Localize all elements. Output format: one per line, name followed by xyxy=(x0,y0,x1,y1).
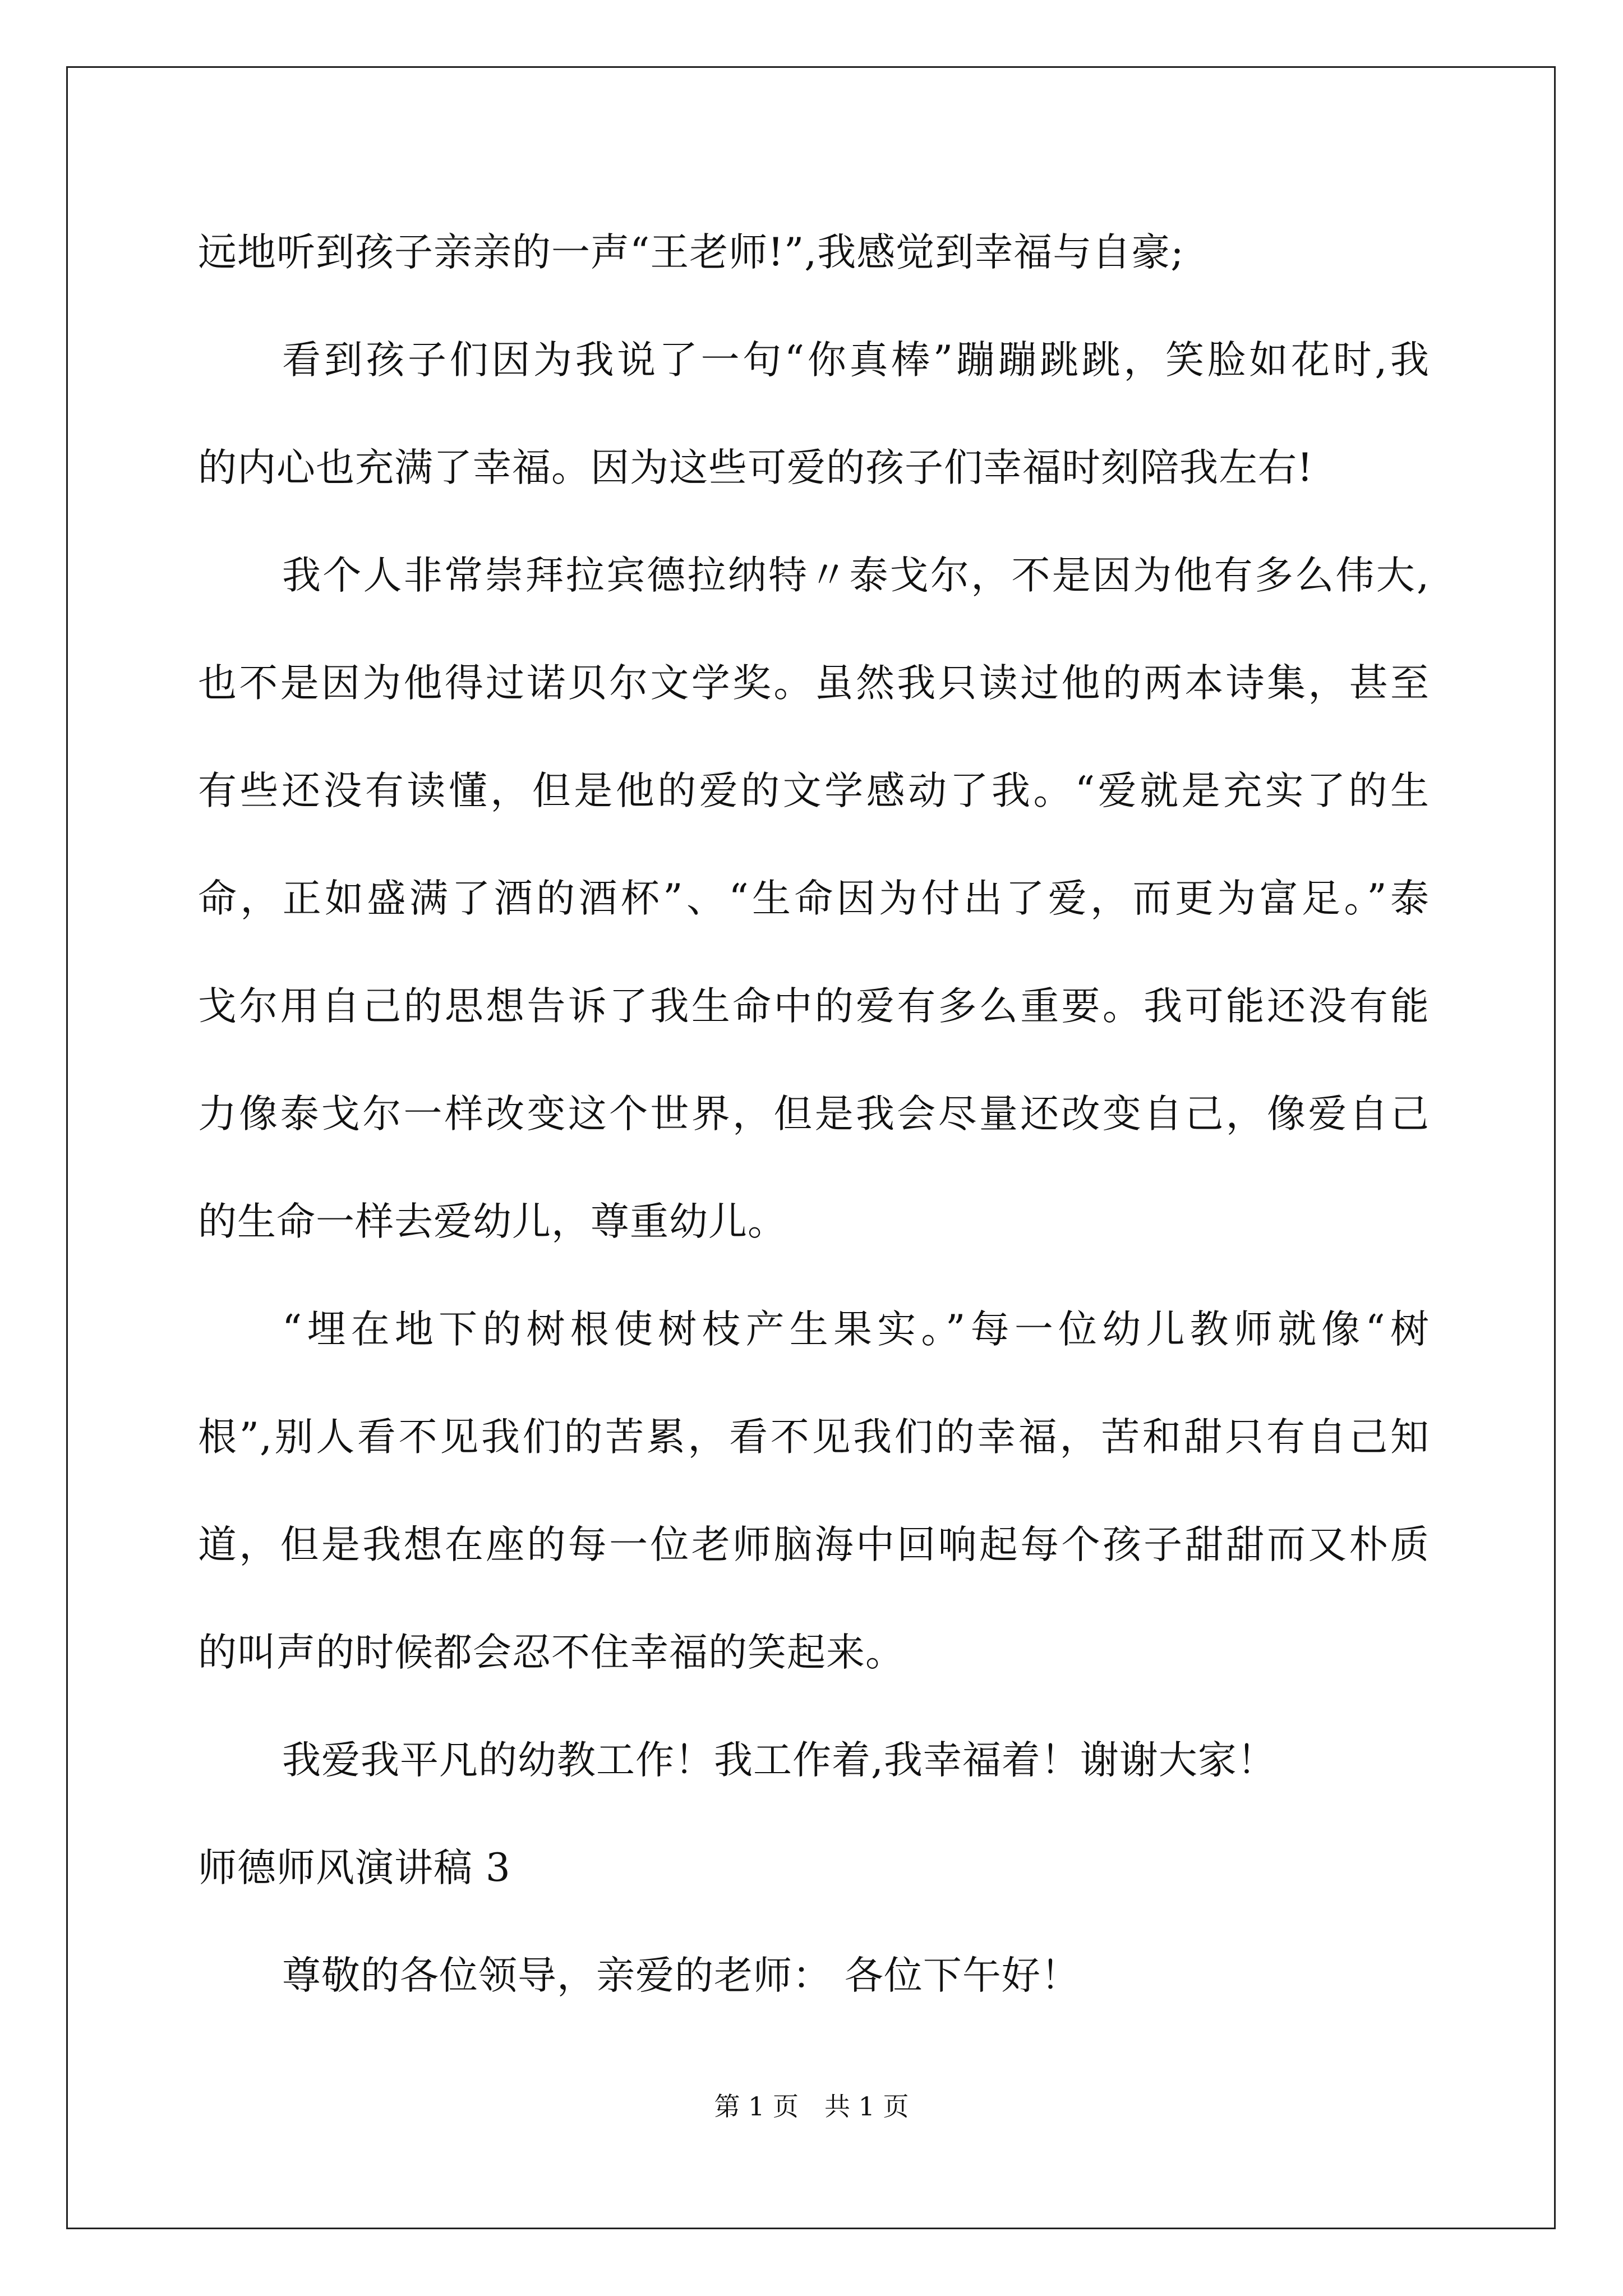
paragraph-line: 的叫声的时候都会忍不住幸福的笑起来。 xyxy=(198,1630,905,1675)
paragraph-line: 的内心也充满了幸福。因为这些可爱的孩子们幸福时刻陪我左右! xyxy=(198,445,1313,490)
paragraph-line: “埋在地下的树根使树枝产生果实。”每一位幼儿教师就像“树 xyxy=(282,1307,1430,1352)
paragraph-line: 戈尔用自己的思想告诉了我生命中的爱有多么重要。我可能还没有能 xyxy=(198,984,1430,1029)
paragraph-line: 也不是因为他得过诺贝尔文学奖。虽然我只读过他的两本诗集，甚至 xyxy=(198,661,1430,706)
document-body xyxy=(198,210,1430,2041)
paragraph-line: 我爱我平凡的幼教工作！我工作着,我幸福着！谢谢大家！ xyxy=(282,1738,1276,1783)
paragraph-line: 尊敬的各位领导，亲爱的老师： 各位下午好！ xyxy=(282,1953,1080,1998)
paragraph-line: 我个人非常崇拜拉宾德拉纳特〃泰戈尔，不是因为他有多么伟大, xyxy=(282,553,1430,598)
paragraph-line: 根”,别人看不见我们的苦累，看不见我们的幸福，苦和甜只有自己知 xyxy=(198,1415,1430,1460)
paragraph-line: 有些还没有读懂，但是他的爱的文学感动了我。“爱就是充实了的生 xyxy=(198,769,1430,813)
paragraph-line: 力像泰戈尔一样改变这个世界，但是我会尽量还改变自己，像爱自己 xyxy=(198,1092,1430,1137)
paragraph-line: 远地听到孩子亲亲的一声“王老师!”,我感觉到幸福与自豪; xyxy=(198,230,1184,275)
paragraph-line: 道，但是我想在座的每一位老师脑海中回响起每个孩子甜甜而又朴质 xyxy=(198,1522,1430,1567)
paragraph-line: 命，正如盛满了酒的酒杯”、“生命因为付出了爱，而更为富足。”泰 xyxy=(198,876,1430,921)
page-number-footer: 第 1 页 共 1 页 xyxy=(714,2091,909,2122)
section-heading: 师德师风演讲稿 3 xyxy=(198,1846,511,1890)
paragraph-line: 的生命一样去爱幼儿，尊重幼儿。 xyxy=(198,1199,787,1244)
paragraph-line: 看到孩子们因为我说了一句“你真棒”蹦蹦跳跳，笑脸如花时,我 xyxy=(282,338,1430,383)
